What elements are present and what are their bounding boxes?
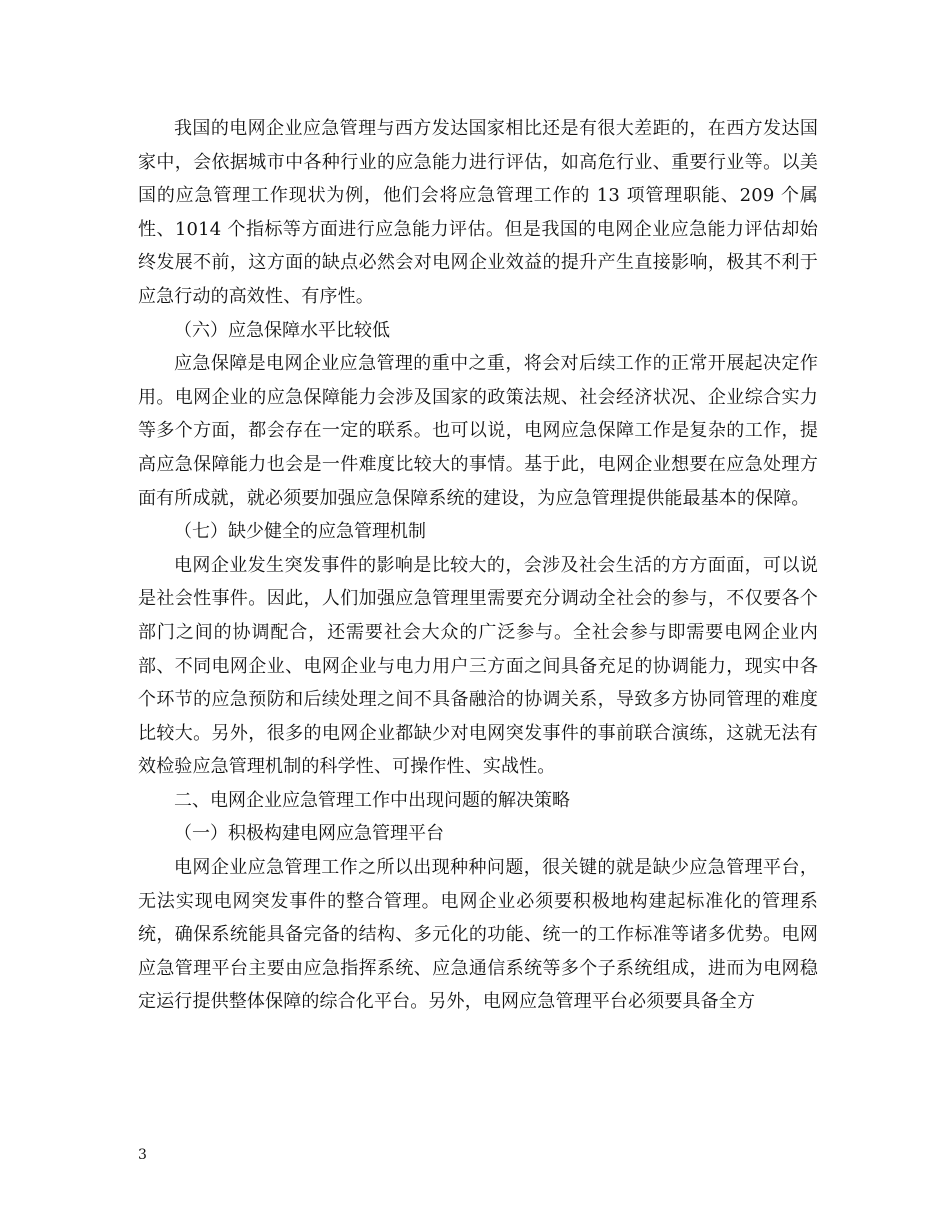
- section-heading-2-1: （一）积极构建电网应急管理平台: [174, 823, 444, 845]
- paragraph-emergency-support: 应急保障是电网企业应急管理的重中之重，将会对后续工作的正常开展起决定作用。电网企业的应急保障能力会涉及国家的政策法规、社会经济状况、企业综合实力等多个方面，都会存在一定的联系。也可以说，电网应急保障工作是复杂的工作，提高应急保障能力也会是一件难度比较大的事情。基于此，电网企业想要在应急处理方面有所成就，就必须要加强应急保障系统的建设，为应急管理提供能最基本的保障。: [138, 353, 818, 509]
- paragraph-grid-gap: 我国的电网企业应急管理与西方发达国家相比还是有很大差距的，在西方发达国家中，会依据城市中各种行业的应急能力进行评估，如高危行业、重要行业等。以美国的应急管理工作现状为例，他们会将应急管理工作的 13 项管理职能、209 个属性、1014 个指标等方面进行应急能力评估。但是我国的电网企业应急能力评估却始终发展不前，这方面的缺点必然会对电网企业效益的提升产生直接影响，极其不利于应急行动的高效性、有序性。: [138, 118, 818, 307]
- page-number: 3: [138, 1147, 147, 1163]
- paragraph-management-mechanism: 电网企业发生突发事件的影响是比较大的，会涉及社会生活的方方面面，可以说是社会性事件。因此，人们加强应急管理里需要充分调动全社会的参与，不仅要各个部门之间的协调配合，还需要社会大众的广泛参与。全社会参与即需要电网企业内部、不同电网企业、电网企业与电力用户三方面之间具备充足的协调能力，现实中各个环节的应急预防和后续处理之间不具备融洽的协调关系，导致多方协同管理的难度比较大。另外，很多的电网企业都缺少对电网突发事件的事前联合演练，这就无法有效检验应急管理机制的科学性、可操作性、实战性。: [138, 554, 818, 778]
- chapter-heading-2: 二、电网企业应急管理工作中出现问题的解决策略: [174, 789, 570, 811]
- section-heading-6: （六）应急保障水平比较低: [174, 319, 390, 341]
- document-body: [138, 112, 818, 1019]
- paragraph-platform: 电网企业应急管理工作之所以出现种种问题，很关键的就是缺少应急管理平台，无法实现电网突发事件的整合管理。电网企业必须要积极地构建起标准化的管理系统，确保系统能具备完备的结构、多元化的功能、统一的工作标准等诸多优势。电网应急管理平台主要由应急指挥系统、应急通信系统等多个子系统组成，进而为电网稳定运行提供整体保障的综合化平台。另外，电网应急管理平台必须要具备全方: [138, 857, 818, 1013]
- section-heading-7: （七）缺少健全的应急管理机制: [174, 521, 426, 543]
